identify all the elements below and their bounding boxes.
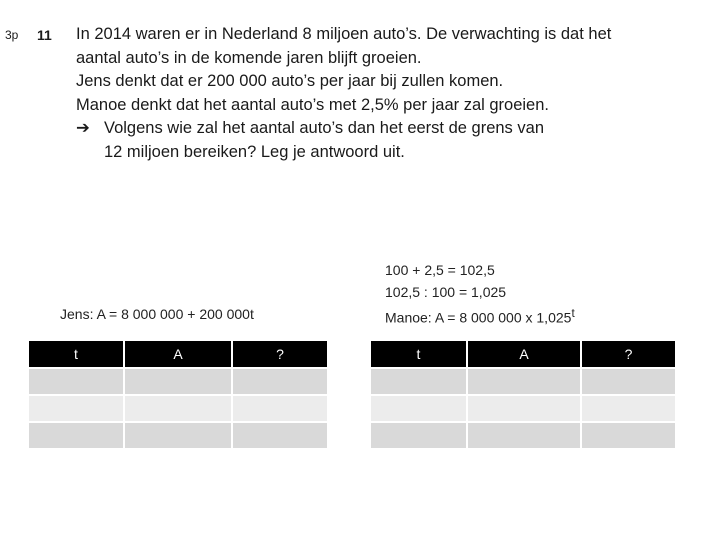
table-cell[interactable]	[233, 396, 327, 421]
table-cell[interactable]	[468, 369, 580, 394]
table-cell[interactable]	[29, 423, 123, 448]
table-cell[interactable]	[29, 396, 123, 421]
question-line: Jens denkt dat er 200 000 auto’s per jaar bij zullen komen.	[76, 72, 504, 90]
question-line: Manoe denkt dat het aantal auto’s met 2,5% per jaar zal groeien.	[76, 95, 549, 114]
table-cell[interactable]	[371, 396, 466, 421]
table-header-row	[29, 341, 327, 367]
table-row	[29, 396, 327, 421]
manoe-step: 100 + 2,5 = 102,5	[385, 262, 495, 278]
table-header-row	[371, 341, 675, 367]
jens-table	[27, 339, 329, 450]
table-cell[interactable]	[468, 396, 580, 421]
question-text	[76, 23, 611, 164]
table-row	[371, 396, 675, 421]
table-cell[interactable]	[125, 396, 231, 421]
question-number: 11	[37, 27, 52, 43]
table-row	[371, 423, 675, 448]
question-prompt-text: Volgens wie zal het aantal auto’s dan het eerst de grens van	[104, 119, 544, 137]
table-cell[interactable]	[582, 396, 675, 421]
table-cell[interactable]	[125, 423, 231, 448]
table-cell[interactable]	[233, 369, 327, 394]
jens-formula: Jens: A = 8 000 000 + 200 000t	[60, 306, 254, 322]
table-cell[interactable]	[233, 423, 327, 448]
manoe-calculation	[385, 259, 575, 329]
manoe-table	[369, 339, 677, 450]
column-header-question: ?	[233, 341, 327, 367]
manoe-formula	[385, 303, 575, 329]
manoe-step: 102,5 : 100 = 1,025	[385, 284, 507, 300]
question-prompt-text: 12 miljoen bereiken? Leg je antwoord uit.	[104, 142, 405, 161]
table-row	[371, 369, 675, 394]
manoe-formula-base: Manoe: A = 8 000 000 x 1,025	[385, 309, 572, 326]
question-line: aantal auto’s in de komende jaren blijft groeien.	[76, 48, 422, 67]
table-row	[29, 369, 327, 394]
arrow-icon: ➔	[76, 119, 90, 137]
column-header-a: A	[468, 341, 580, 367]
points-label: 3p	[5, 28, 19, 42]
table-cell[interactable]	[468, 423, 580, 448]
column-header-t: t	[371, 341, 466, 367]
column-header-t: t	[29, 341, 123, 367]
table-cell[interactable]	[371, 369, 466, 394]
table-cell[interactable]	[582, 369, 675, 394]
question-prompt	[76, 117, 611, 141]
table-row	[29, 423, 327, 448]
table-cell[interactable]	[371, 423, 466, 448]
column-header-a: A	[125, 341, 231, 367]
question-line: In 2014 waren er in Nederland 8 miljoen auto’s. De verwachting is dat het	[76, 25, 612, 43]
table-cell[interactable]	[582, 423, 675, 448]
manoe-formula-exponent: t	[571, 307, 575, 320]
column-header-question: ?	[582, 341, 675, 367]
table-cell[interactable]	[125, 369, 231, 394]
table-cell[interactable]	[29, 369, 123, 394]
